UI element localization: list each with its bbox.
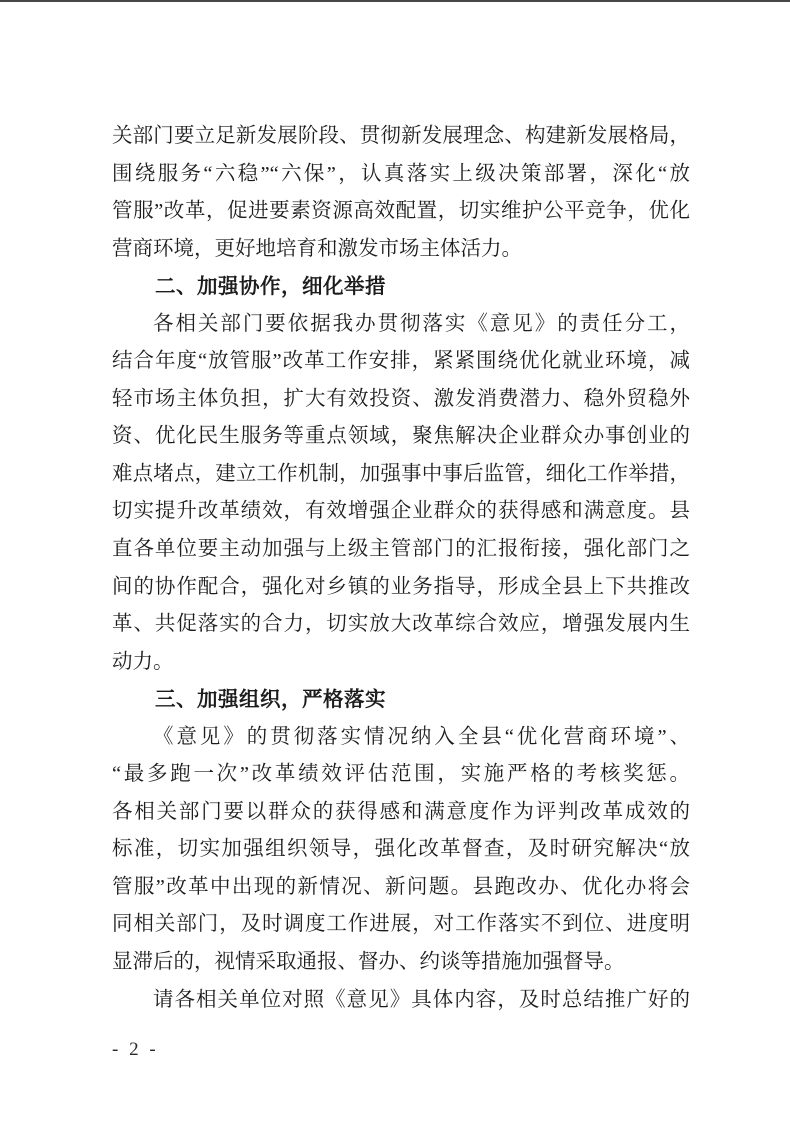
body-line: 革、共促落实的合力，切实放大改革综合效应，增强发展内生 xyxy=(112,613,690,636)
body-line: 结合年度“放管服”改革工作安排，紧紧围绕优化就业环境，减 xyxy=(112,350,690,373)
section-heading: 三、加强组织，严格落实 xyxy=(155,688,386,712)
body-line: 标准，切实加强组织领导，强化改革督查，及时研究解决“放 xyxy=(112,838,690,861)
body-line: 切实提升改革绩效，有效增强企业群众的获得感和满意度。县 xyxy=(112,500,690,523)
body-line: 同相关部门，及时调度工作进展，对工作落实不到位、进度明 xyxy=(112,913,690,936)
body-line: 管服”改革中出现的新情况、新问题。县跑改办、优化办将会 xyxy=(112,875,690,898)
document-body xyxy=(112,118,690,1019)
body-line: “最多跑一次”改革绩效评估范围，实施严格的考核奖惩。 xyxy=(112,763,690,786)
body-line: 关部门要立足新发展阶段、贯彻新发展理念、构建新发展格局， xyxy=(112,125,690,147)
body-line: 直各单位要主动加强与上级主管部门的汇报衔接，强化部门之 xyxy=(112,538,690,561)
body-line: 围绕服务“六稳”“六保”，认真落实上级决策部署，深化“放 xyxy=(112,162,690,185)
body-line: 难点堵点，建立工作机制，加强事中事后监管，细化工作举措， xyxy=(112,462,690,485)
body-line: 各相关部门要依据我办贯彻落实《意见》的责任分工， xyxy=(153,312,690,335)
body-line: 各相关部门要以群众的获得感和满意度作为评判改革成效的 xyxy=(112,800,690,823)
body-line: 管服”改革，促进要素资源高效配置，切实维护公平竞争，优化 xyxy=(112,200,690,223)
page-number: - 2 - xyxy=(112,1039,159,1060)
body-line: 间的协作配合，强化对乡镇的业务指导，形成全县上下共推改 xyxy=(112,575,690,598)
scan-edge-artifact xyxy=(0,0,790,2)
body-line: 《意见》的贯彻落实情况纳入全县“优化营商环境”、 xyxy=(153,725,690,748)
body-line: 动力。 xyxy=(112,650,174,673)
body-line: 轻市场主体负担，扩大有效投资、激发消费潜力、稳外贸稳外 xyxy=(112,387,690,410)
body-line: 营商环境，更好地培育和激发市场主体活力。 xyxy=(112,237,522,260)
body-line: 显滞后的，视情采取通报、督办、约谈等措施加强督导。 xyxy=(112,951,625,974)
body-line: 资、优化民生服务等重点领域，聚焦解决企业群众办事创业的 xyxy=(112,425,690,448)
body-line: 请各相关单位对照《意见》具体内容，及时总结推广好的 xyxy=(153,988,690,1011)
section-heading: 二、加强协作，细化举措 xyxy=(155,275,386,299)
